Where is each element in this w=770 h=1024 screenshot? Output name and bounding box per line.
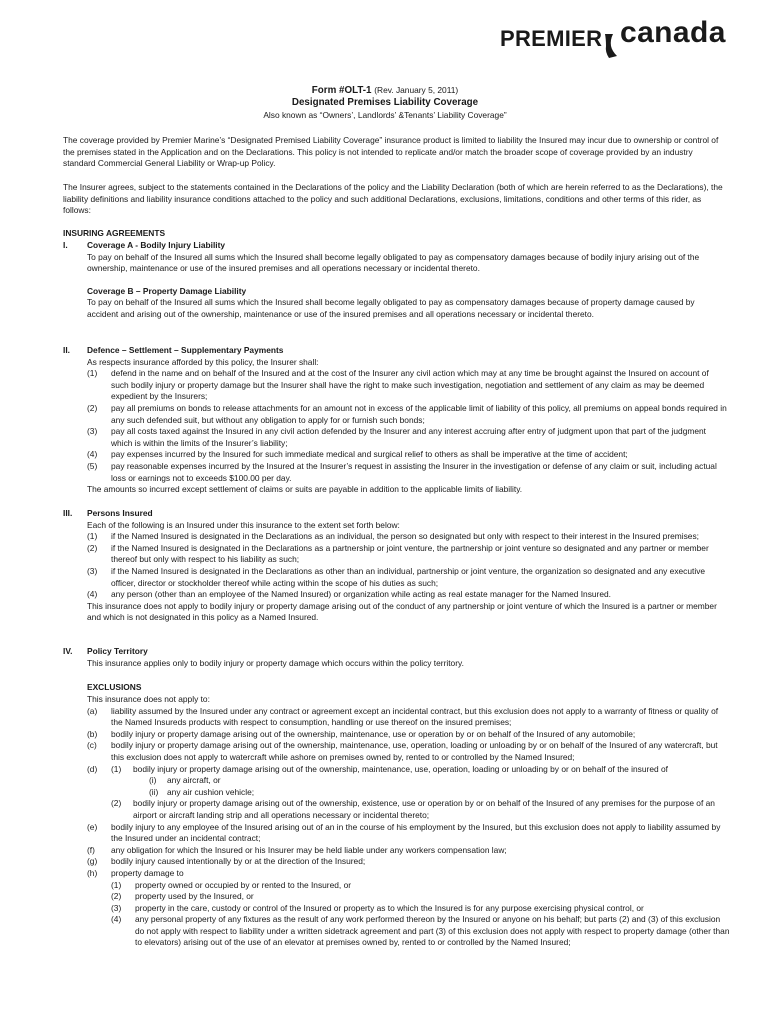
policy-territory-title: Policy Territory: [87, 646, 148, 656]
list-item: (1) if the Named Insured is designated in the Declarations as an individual, the person so designated but only with respect to their interest in the Insured premises;: [87, 531, 699, 542]
coverage-a-text: To pay on behalf of the Insured all sums which the Insured shall become legally obligated to pay as compensatory damages because of bodily injury arising out of the ownership, maintenance or use of the insured premises and all operations necessary or incidental thereto.: [87, 251, 700, 274]
list-item: (5) pay reasonable expenses incurred by the Insured at the Insurer’s request in assisting the Insurer in the investigation or defense of any claim or suit, including actual loss or earnings not to exceeds $100.00 per day.: [87, 460, 717, 483]
list-item: (3) if the Named Insured is designated in the Declarations as other than an individual, partnership or joint venture, the organization so designated and any executive officer, director or stockholder thereof while acting within the scope of his duties as such;: [87, 565, 706, 588]
intro-paragraph-1: The coverage provided by Premier Marine’s “Designated Premised Liability Coverage” insurance product is limited to liability the Insured may incur due to ownership or control of the premises stated in the Application and on the Declarations. This policy is not intended to replicate and/or match the broader scope of coverage provided by an industry standard Commercial General Liability or Wrap-up Policy.: [63, 135, 719, 169]
premier-canada-logo: [500, 16, 730, 62]
exclusion-subitem: (1) bodily injury or property damage arising out of the ownership, maintenance, use, operation, loading or unloading by or on behalf of the insured of: [111, 763, 668, 774]
exclusion-subitem: (1) property owned or occupied by or rented to the Insured, or: [111, 879, 352, 890]
exclusion-item: (f) any obligation for which the Insured or his Insurer may be held liable under any workers compensation law;: [87, 844, 507, 855]
coverage-b-text: To pay on behalf of the Insured all sums which the Insured shall become legally obligated to pay as compensatory damages because of property damage caused by accident and arising out of the ownership, maintenance or use of the insured premises and all operations necessary or incidental thereto.: [87, 297, 695, 319]
exclusions-title: EXCLUSIONS: [87, 682, 142, 692]
defence-tail: The amounts so incurred except settlement of claims or suits are payable in addition to the applicable limits of liability.: [87, 484, 523, 495]
intro-paragraph-2: The Insurer agrees, subject to the statements contained in the Declarations of the policy and the Liability Declaration (both of which are herein referred to as the Declarations), the liability definitions and liability insurance conditions attached to the policy and such additional Declarations, exclusions, limitations, conditions and other terms of this rider, as follows:: [63, 182, 723, 216]
exclusion-subitem: (3) property in the care, custody or control of the Insured or property as to which the Insured is for any purpose exercising physical control, or: [111, 902, 644, 913]
exclusions-lead: This insurance does not apply to:: [87, 694, 210, 704]
insuring-agreements-heading: INSURING AGREEMENTS: [63, 228, 166, 238]
persons-insured-tail: This insurance does not apply to bodily injury or property damage arising out of the conduct of any partnership or joint venture of which the Insured is a partner or member and which is not designated in this policy as a Named Insured.: [87, 600, 717, 623]
exclusion-subitem: (2) bodily injury or property damage arising out of the ownership, existence, use or operation by or on behalf of the Insured of any premises for the purpose of an airport or aircraft landing strip and all operations necessary or incidental thereto;: [111, 798, 715, 820]
logo-word-premier: PREMIER: [500, 26, 603, 51]
exclusion-item: (a) liability assumed by the Insured under any contract or agreement except an incidental contract, but this exclusion does not apply to a warranty of fitness or quality of the Named Insureds products with respect to consumption, handling or use thereof on the insured premises;: [87, 705, 719, 728]
list-item: (4) pay expenses incurred by the Insured for such immediate medical and surgical relief to others as shall be imperative at the time of accident;: [87, 449, 628, 460]
coverage-b-title: Coverage B – Property Damage Liability: [87, 285, 247, 296]
form-number: Form #OLT-1 (Rev. January 5, 2011): [311, 85, 459, 96]
persons-insured-lead: Each of the following is an Insured under this insurance to the extent set forth below:: [87, 519, 400, 530]
list-item: (4) any person (other than an employee of the Named Insured) or organization while acting as real estate manager for the Named Insured.: [87, 589, 611, 600]
exclusion-item: (d) (1) bodily injury or property damage arising out of the ownership, maintenance, use, operation, loading or unloading by or on behalf of the insured of (i) any aircraft, or (ii) any air cushion vehicle; (2) bodily injury or property damage arising out of the ownership, existence, use or operation by or on behalf of the Insured of any premises for the purpose of an airport or aircraft landing strip and all operations necessary or incidental thereto;: [87, 764, 731, 822]
list-item: (2) pay all premiums on bonds to release attachments for an amount not in excess of the applicable limit of liability of this policy, all premiums on appeal bonds required in any such defended suit, but without any obligation to apply for or furnish such bonds;: [87, 402, 727, 425]
exclusion-subsubitem: (i) any aircraft, or: [149, 775, 221, 786]
exclusion-item: (g) bodily injury caused intentionally by or at the direction of the Insured;: [87, 856, 366, 867]
list-item: (1) defend in the name and on behalf of the Insured and at the cost of the Insurer any civil action which may at any time be brought against the Insured on account of such bodily injury or property damage but the Insurer shall have the right to make such investigation, negotiation and settlement of any claim as may be deemed expedient by the Insurers;: [87, 368, 709, 402]
exclusion-item: (b) bodily injury or property damage arising out of the ownership, maintenance, use or operation by or on behalf of the Insured of any automobile;: [87, 728, 636, 739]
exclusion-item: (c) bodily injury or property damage arising out of the ownership, maintenance, use, operation, loading or unloading by or on behalf of the Insured of any watercraft, but this exclusion does not apply to watercraft while ashore on premises owned by, rented to or controlled by the Named Insured;: [87, 740, 718, 762]
document-subtitle: Also known as “Owners’, Landlords’ &Tenants’ Liability Coverage”: [263, 110, 507, 120]
logo-word-canada: canada: [620, 16, 726, 49]
list-item: (3) pay all costs taxed against the Insured in any civil action defended by the Insurer and any interest accruing after entry of judgment upon that part of the judgment which is within the limits of the Insurer’s liability;: [87, 426, 706, 448]
defence-title: Defence – Settlement – Supplementary Payments: [87, 345, 284, 355]
document-page: PREMIER canada Form #OLT-1 (Rev. January 5, 2011) Designated Premises Liability Coverage Also known as “Owners’, Landlords’ &Tenants’ Liability Coverage” The coverage provided by Premier Marine’s “Designated Premised Liability Coverage” insurance product is limited to liability the Insured may incur due to ownership or control of the premises stated in the Application and on the Declarations. This policy is not intended to replicate and/or match the broader scope of coverage provided by an industry standard Commercial General Liability or Wrap-up Policy. The Insurer agrees, subject to the statements contained in the Declarations of the policy and the Liability Declaration (both of which are herein referred to as the Declarations), the liability definitions and liability insurance conditions attached to the policy and such additional Declarations, exclusions, limitations, conditions and other terms of this rider, as follows: INSURING AGREEMENTS I. Coverage A - Bodily Injury Liability To pay on behalf of the Insured all sums which the Insured shall become legally obligated to pay as compensatory damages because of bodily injury arising out of the ownership, maintenance or use of the insured premises and all operations necessary or incidental thereto. Coverage B – Property Damage Liability To pay on behalf of the Insured all sums which the Insured shall become legally obligated to pay as compensatory damages because of property damage caused by accident and arising out of the ownership, maintenance or use of the insured premises and all operations necessary or incidental thereto. II. Defence – Settlement – Supplementary Payments As respects insurance afforded by this policy, the Insurer shall: (1) defend in the name and on behalf of the Insured and at the cost of the Insurer any civil action which may at any time be brought against the Insured on account of such bodily injury or property damage but the Insurer shall have the right to make such investigation, negotiation and settlement of any claim as may be deemed expedient by the Insurers; (2) pay all premiums on bonds to release attachments for an amount not in excess of the applicable limit of liability of this policy, all premiums on appeal bonds required in any such defended suit, but without any obligation to apply for or furnish such bonds; (3) pay all costs taxed against the Insured in any civil action defended by the Insurer and any interest accruing after entry of judgment upon that part of the judgment which is within the limits of the Insurer’s liability; (4) pay expenses incurred by the Insured for such immediate medical and surgical relief to others as shall be imperative at the time of accident; (5) pay reasonable expenses incurred by the Insured at the Insurer’s request in assisting the Insurer in the investigation or defense of any claim or suit, including actual loss or earnings not to exceeds $100.00 per day. The amounts so incurred except settlement of claims or suits are payable in addition to the applicable limits of liability. III. Persons Insured Each of the following is an Insured under this insurance to the extent set forth below: (1) if the Named Insured is designated in the Declarations as an individual, the person so designated but only with respect to their interest in the Insured premises; (2) if the Named Insured is designated in the Declarations as a partnership or joint venture, the partnership or joint venture so designated and any partner or member thereof but only with respect to his liability as such; (3) if the Named Insured is designated in the Declarations as other than an individual, partnership or joint venture, the organization so designated and any executive officer, director or stockholder thereof while acting within the scope of his duties as such; (4) any person (other than an employee of the Named Insured) or organization while acting as real estate manager for the Named Insured. This insurance does not apply to bodily injury or property damage arising out of the conduct of any partnership or joint venture of which the Insured is a partner or member and which is not designated in this policy as a Named Insured. IV. Policy Territory This insurance applies only to bodily injury or property damage which occurs within the policy territory. EXCLUSIONS This insurance does not apply to: (a) liability assumed by the Insured under any contract or agreement except an incidental contract, but this exclusion does not apply to a warranty of fitness or quality of the Named Insureds products with respect to consumption, handling or use thereof on the insured premises; (b) bodily injury or property damage arising out of the ownership, maintenance, use or operation by or on behalf of the Insured of any automobile; (c) bodily injury or property damage arising out of the ownership, maintenance, use, operation, loading or unloading by or on behalf of the Insured of any watercraft, but this exclusion does not apply to watercraft while ashore on premises owned by, rented to or controlled by the Named Insured; (d) (1) bodily injury or property damage arising out of the ownership, maintenance, use, operation, loading or unloading by or on behalf of the insured of (i) any aircraft, or (ii) any air cushion vehicle; (2) bodily injury or property damage arising out of the ownership, existence, use or operation by or on behalf of the Insured of any premises for the purpose of an airport or aircraft landing strip and all operations necessary or incidental thereto; (e) bodily injury to any employee of the Insured arising out of an in the course of his employment by the Insured, but this exclusion does not apply to liability assumed by the Insured under an incidental contract; (f) any obligation for which the Insured or his Insurer may be held liable under any workers compensation law; (g) bodily injury caused intentionally by or at the direction of the Insured; (h) property damage to (1) property owned or occupied by or rented to the Insured, or (2) property used by the Insured, or (3) property in the care, custody or control of the Insured or property as to which the Insured is for any purpose exercising physical control, or (4) any personal property of any fixtures as the result of any work performed thereon by the Insured or anyone on his behalf; but parts (2) and (3) of this exclusion do not apply with respect to liability under a written sidetrack agreement and part (3) of this exclusion does not apply with respect to property damage (other than to elevators) arising out of the use of an elevator at premises owned by, rented to or controlled by the Named Insured;: [0, 0, 770, 1024]
exclusion-item: (e) bodily injury to any employee of the Insured arising out of an in the course of his employment by the Insured, but this exclusion does not apply to liability assumed by the Insured under an incidental contract;: [87, 821, 721, 844]
document-title: Designated Premises Liability Coverage: [291, 97, 479, 108]
defence-lead: As respects insurance afforded by this policy, the Insurer shall:: [87, 356, 319, 367]
list-item: (2) if the Named Insured is designated in the Declarations as a partnership or joint venture, the partnership or joint venture so designated and any partner or member thereof but only with respect to his liability as such;: [87, 542, 709, 565]
exclusion-subitem: (2) property used by the Insured, or: [111, 891, 254, 902]
exclusion-subsubitem: (ii) any air cushion vehicle;: [149, 786, 255, 797]
exclusion-subitem: (4) any personal property of any fixtures as the result of any work performed thereon by the Insured or anyone on his behalf; but parts (2) and (3) of this exclusion do not apply with respect to liability under a written sidetrack agreement and part (3) of this exclusion does not apply with respect to property damage (other than to elevators) arising out of the use of an elevator at premises owned by, rented to or controlled by the Named Insured;: [111, 914, 730, 948]
logo-mark-icon: [604, 32, 620, 60]
coverage-a-title: Coverage A - Bodily Injury Liability: [87, 240, 226, 250]
exclusion-item: (h) property damage to (1) property owned or occupied by or rented to the Insured, or (2) property used by the Insured, or (3) property in the care, custody or control of the Insured or property as to which the Insured is for any purpose exercising physical control, or (4) any personal property of any fixtures as the result of any work performed thereon by the Insured or anyone on his behalf; but parts (2) and (3) of this exclusion do not apply with respect to liability under a written sidetrack agreement and part (3) of this exclusion does not apply with respect to property damage (other than to elevators) arising out of the use of an elevator at premises owned by, rented to or controlled by the Named Insured;: [87, 867, 730, 948]
persons-insured-title: Persons Insured: [87, 508, 153, 518]
policy-territory-text: This insurance applies only to bodily injury or property damage which occurs within the policy territory.: [87, 657, 464, 668]
